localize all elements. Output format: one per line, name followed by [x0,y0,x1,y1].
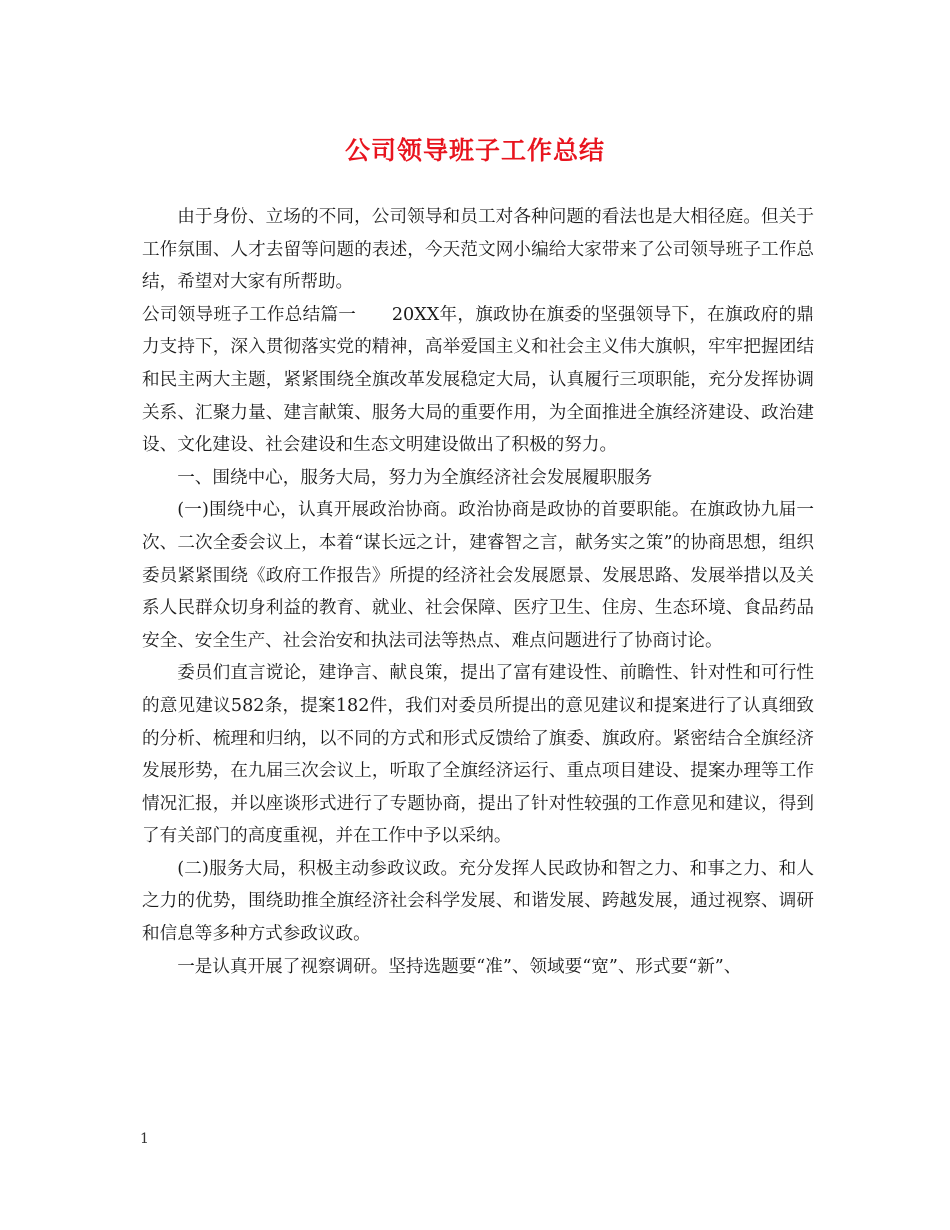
paragraph-inspection-research: 一是认真开展了视察调研。坚持选题要“准”、领域要“宽”、形式要“新”、 [177,956,742,977]
section-heading-one: 一、围绕中心，服务大局，努力为全旗经济社会发展履职服务 [177,467,653,488]
document-body [142,201,814,983]
paragraph-intro: 由于身份、立场的不同，公司领导和员工对各种问题的看法也是大相径庭。但关于工作氛围、人才去留等问题的表述，今天范文网小编给大家带来了公司领导班子工作总结，希望对大家有所帮助。 [142,207,814,293]
document-title: 公司领导班子工作总结 [344,136,605,165]
page-number: 1 [140,1131,149,1147]
paragraph-political-consultation: (一)围绕中心，认真开展政治协商。政治协商是政协的首要职能。在旗政协九届一次、二次全委会议上，本着“谋长远之计，建睿智之言，献务实之策”的协商思想，组织委员紧紧围绕《政府工作报告》所提的经济社会发展愿景、发展思路、发展举措以及关系人民群众切身利益的教育、就业、社会保障、医疗卫生、住房、生态环境、食品药品安全、安全生产、社会治安和执法司法等热点、难点问题进行了协商讨论。 [142,500,814,651]
paragraph-part-one-opening: 公司领导班子工作总结篇一 20XX年，旗政协在旗委的坚强领导下，在旗政府的鼎力支持下，深入贯彻落实党的精神，高举爱国主义和社会主义伟大旗帜，牢牢把握团结和民主两大主题，紧紧围绕全旗改革发展稳定大局，认真履行三项职能，充分发挥协调关系、汇聚力量、建言献策、服务大局的重要作用，为全面推进全旗经济建设、政治建设、文化建设、社会建设和生态文明建设做出了积极的努力。 [142,304,814,456]
paragraph-serve-overall: (二)服务大局，积极主动参政议政。充分发挥人民政协和智之力、和事之力、和人之力的优势，围绕助推全旗经济社会科学发展、和谐发展、跨越发展，通过视察、调研和信息等多种方式参政议政。 [142,858,814,945]
paragraph-member-suggestions: 委员们直言谠论，建诤言、献良策，提出了富有建设性、前瞻性、针对性和可行性的意见建议582条，提案182件，我们对委员所提出的意见建议和提案进行了认真细致的分析、梳理和归纳，以不同的方式和形式反馈给了旗委、旗政府。紧密结合全旗经济发展形势，在九届三次会议上，听取了全旗经济运行、重点项目建设、提案办理等工作情况汇报，并以座谈形式进行了专题协商，提出了针对性较强的工作意见和建议，得到了有关部门的高度重视，并在工作中予以采纳。 [142,663,814,847]
